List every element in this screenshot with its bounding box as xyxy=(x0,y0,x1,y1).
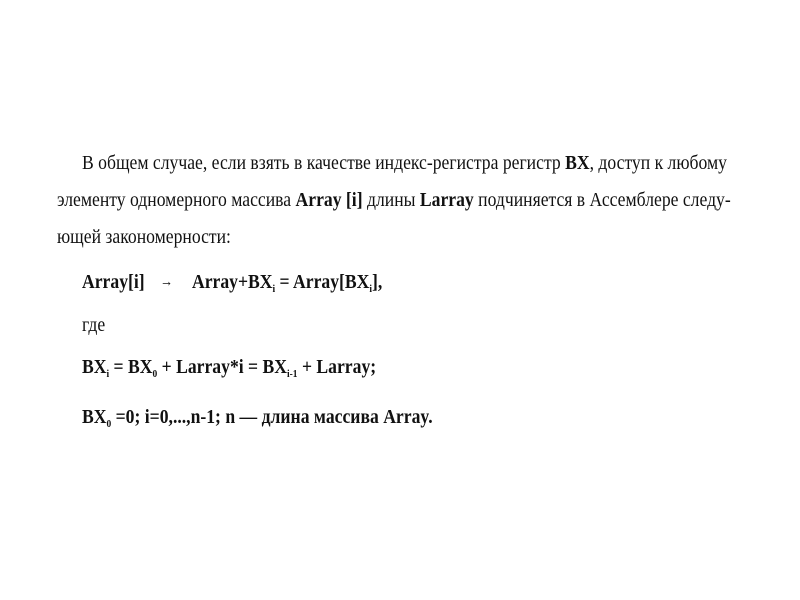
formula2-subscript-2: 0 xyxy=(152,368,158,380)
formula2-part3: + Larray*i = BX xyxy=(157,356,288,378)
formula3-part2: =0; i=0,...,n-1; n — длина массива Array. xyxy=(111,406,433,428)
formula1-right-part2: = Array[BX xyxy=(275,271,370,293)
formula1-subscript-1: i xyxy=(272,283,276,295)
formula2-part4: + Larray; xyxy=(297,356,377,378)
paragraph-line2-mid: длины xyxy=(362,189,420,211)
formula-bx-recurrence xyxy=(82,355,376,379)
formula-array-access xyxy=(82,270,382,296)
term-larray: Larray xyxy=(419,189,474,211)
formula2-subscript-1: i xyxy=(106,368,110,380)
paragraph-line3: ющей закономерности: xyxy=(57,226,231,248)
paragraph-line1-end: , доступ к любому xyxy=(589,152,727,174)
formula-bx-initial xyxy=(82,405,433,429)
formula2-part1: BX xyxy=(82,356,107,378)
arrow-icon: → xyxy=(160,274,174,290)
term-bx: BX xyxy=(565,152,590,174)
paragraph-line2-start: элементу одномерного массива xyxy=(57,189,296,211)
term-array-i: Array [i] xyxy=(295,189,363,211)
formula3-subscript-1: 0 xyxy=(106,418,112,430)
where-text: где xyxy=(82,314,106,336)
formula1-left: Array[i] xyxy=(82,271,145,293)
formula2-part2: = BX xyxy=(109,356,153,378)
paragraph-line-2 xyxy=(57,188,731,212)
formula2-subscript-3: i-1 xyxy=(287,368,298,380)
where-label xyxy=(82,313,105,337)
paragraph-line-1 xyxy=(82,151,727,175)
paragraph-line2-end: подчиняется в Ассемблере следу- xyxy=(473,189,731,211)
formula1-right-part1: Array+BX xyxy=(191,271,273,293)
paragraph-line1-start: В общем случае, если взять в качестве индекс-регистра регистр xyxy=(82,152,566,174)
formula3-part1: BX xyxy=(82,406,107,428)
formula1-right-part3: ], xyxy=(372,271,383,293)
paragraph-line-3 xyxy=(57,225,231,249)
formula1-subscript-2: i xyxy=(369,283,373,295)
